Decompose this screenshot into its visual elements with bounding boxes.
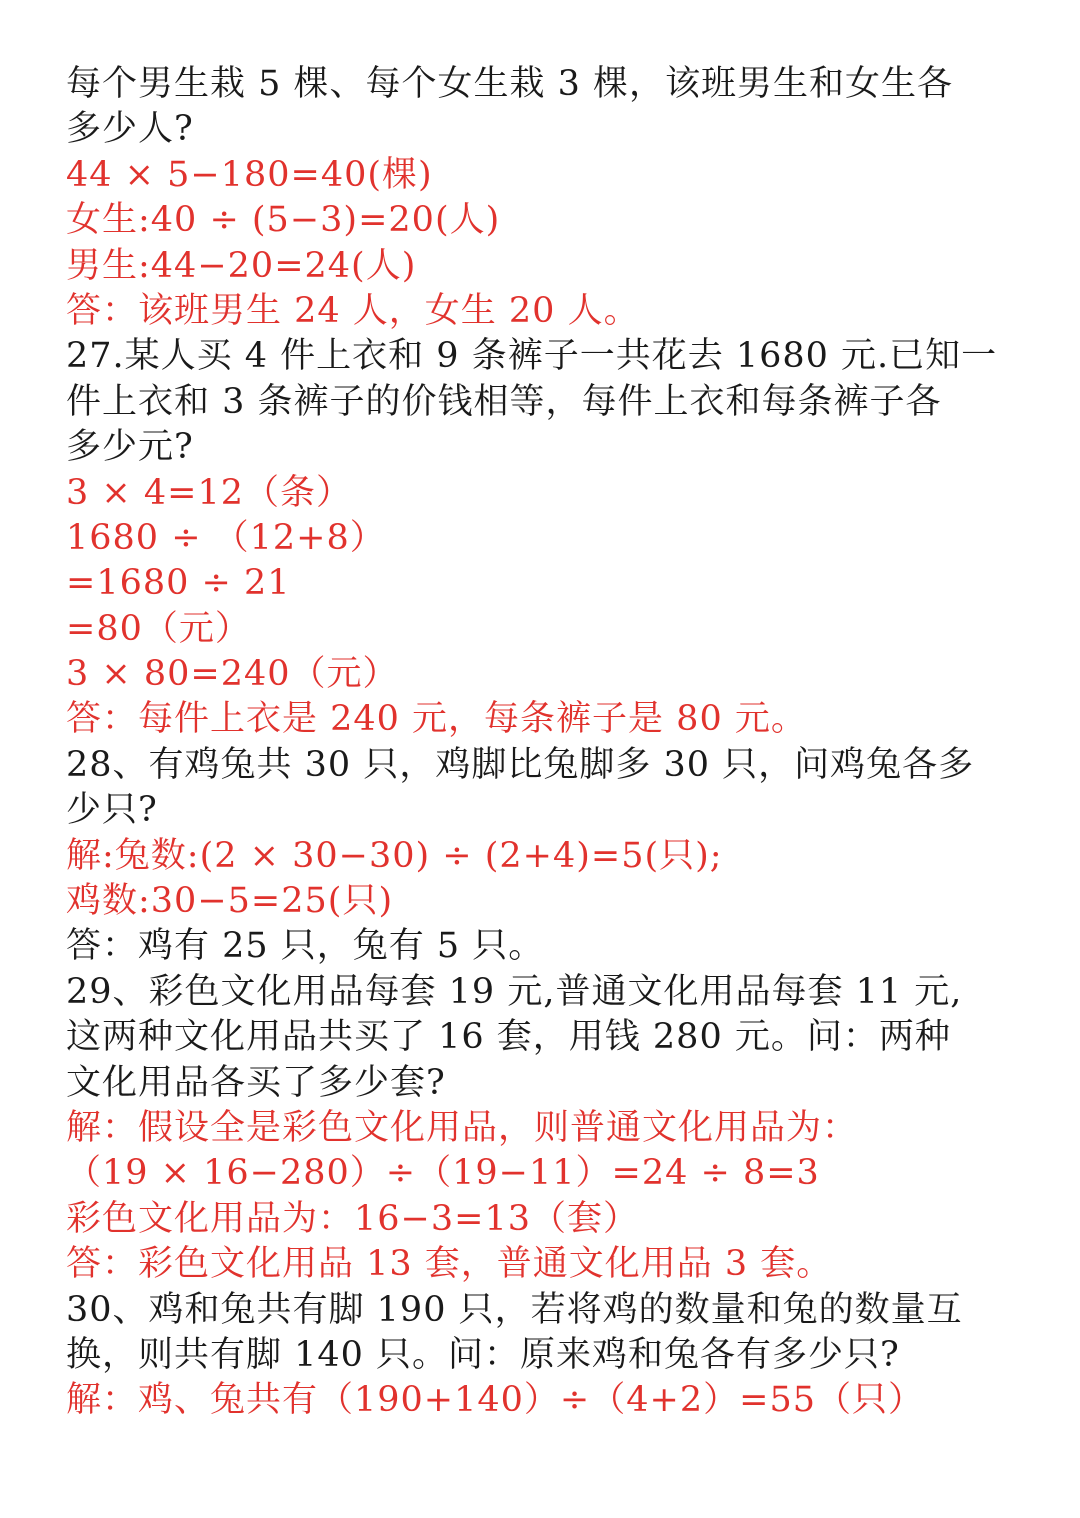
question-line: 少只? [66, 790, 158, 831]
answer-line: 1680 ÷ （12+8） [66, 517, 386, 558]
answer-line: 男生:44−20=24(人) [66, 245, 417, 286]
text-line: 答：鸡有 25 只，兔有 5 只。 [66, 926, 545, 967]
answer-line: 3 × 4=12（条） [66, 472, 352, 513]
document-page [66, 62, 1016, 1424]
answer-line: 彩色文化用品为：16−3=13（套） [66, 1198, 639, 1239]
answer-line: 答：每件上衣是 240 元，每条裤子是 80 元。 [66, 699, 807, 740]
answer-line: 解：假设全是彩色文化用品，则普通文化用品为： [66, 1107, 859, 1148]
question-line: 30、鸡和兔共有脚 190 只，若将鸡的数量和兔的数量互 [66, 1289, 963, 1330]
answer-line: 解：鸡、兔共有（190+140）÷（4+2）=55（只） [66, 1380, 924, 1421]
answer-line: 答：该班男生 24 人，女生 20 人。 [66, 290, 640, 331]
answer-line: 鸡数:30−5=25(只) [66, 881, 394, 922]
question-line: 多少元? [66, 427, 194, 468]
text-line: 每个男生栽 5 棵、每个女生栽 3 棵，该班男生和女生各 [66, 64, 954, 104]
question-line: 27.某人买 4 件上衣和 9 条裤子一共花去 1680 元.已知一 [66, 336, 998, 377]
question-line: 件上衣和 3 条裤子的价钱相等，每件上衣和每条裤子各 [66, 381, 942, 422]
answer-line: =80（元） [66, 608, 251, 649]
question-line: 28、有鸡兔共 30 只，鸡脚比兔脚多 30 只，问鸡兔各多 [66, 744, 975, 785]
question-line: 29、彩色文化用品每套 19 元,普通文化用品每套 11 元, [66, 971, 963, 1012]
answer-line: 44 × 5−180=40(棵) [66, 154, 433, 195]
answer-line: 3 × 80=240（元） [66, 654, 399, 695]
text-line: 多少人? [66, 109, 194, 150]
answer-line: 答：彩色文化用品 13 套，普通文化用品 3 套。 [66, 1244, 833, 1285]
answer-line: =1680 ÷ 21 [66, 563, 291, 604]
answer-line: 女生:40 ÷ (5−3)=20(人) [66, 200, 501, 241]
question-line: 换，则共有脚 140 只。问：原来鸡和兔各有多少只? [66, 1334, 900, 1375]
question-line: 这两种文化用品共买了 16 套，用钱 280 元。问：两种 [66, 1017, 951, 1058]
answer-line: （19 × 16−280）÷（19−11）=24 ÷ 8=3 [66, 1153, 820, 1194]
question-line: 文化用品各买了多少套? [66, 1062, 446, 1103]
answer-line: 解:兔数:(2 × 30−30) ÷ (2+4)=5(只); [66, 835, 723, 876]
